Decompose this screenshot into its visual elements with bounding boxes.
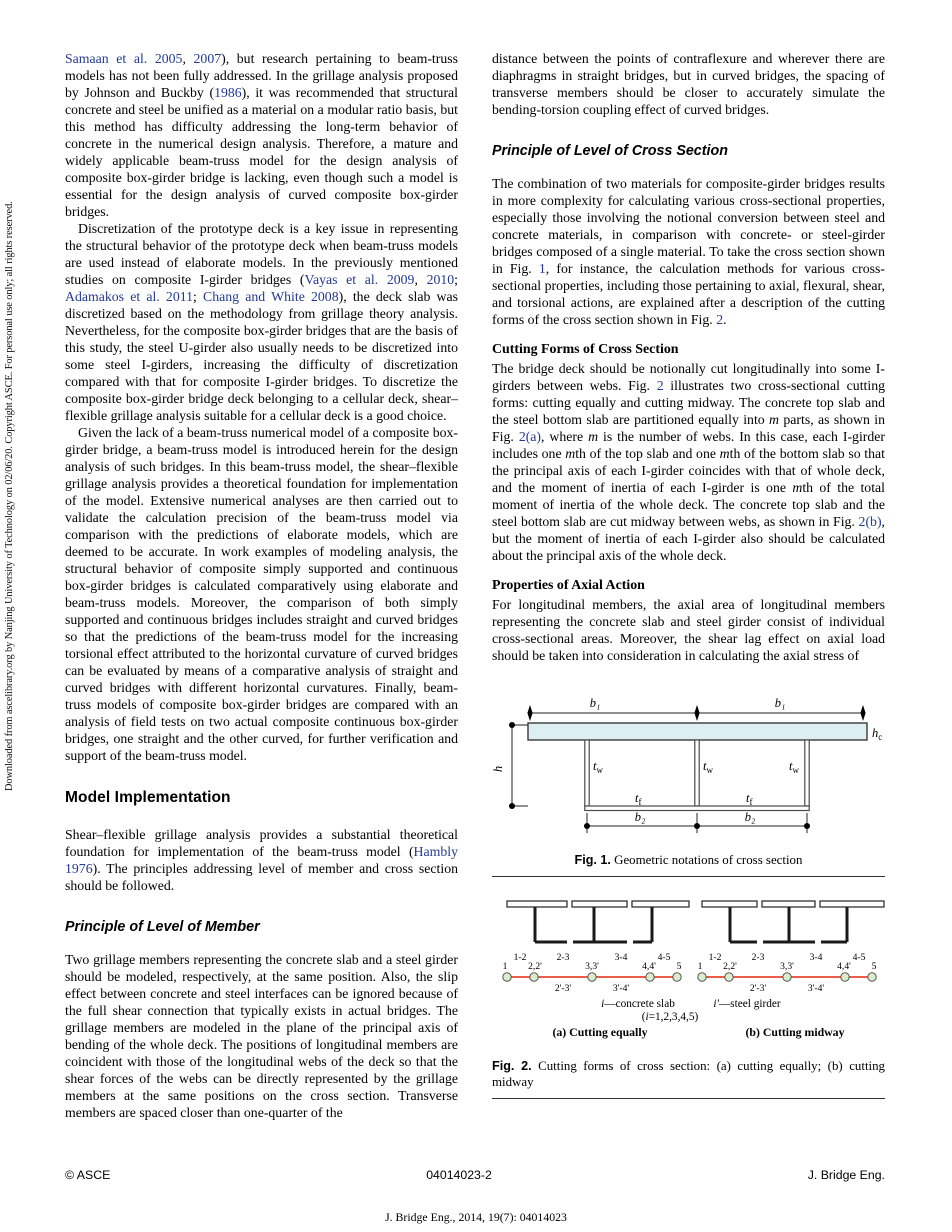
figure-2 bbox=[492, 889, 885, 1099]
figure-1 bbox=[492, 673, 885, 877]
fig1-concrete-top-slab bbox=[528, 723, 867, 740]
svg-text:2-3: 2-3 bbox=[751, 951, 765, 963]
svg-text:5: 5 bbox=[676, 960, 682, 972]
fig2-rule bbox=[492, 1098, 885, 1099]
citation-link[interactable]: Hambly 1976 bbox=[65, 844, 458, 876]
svg-text:1-2: 1-2 bbox=[708, 951, 722, 963]
svg-text:(i=1,2,3,4,5): (i=1,2,3,4,5) bbox=[641, 1010, 699, 1023]
paragraph: Two grillage members representing the concrete slab and a steel girder should be modeled, respectively, at the same position. Also, the slip effect between concrete and steel interfaces can be ignored because of the full shear connection that typically exists in actual bridges. The grillage members are modeled in the plane of the principal axis of bending of the whole deck. The positions of longitudinal members are coincident with those of the longitudinal webs of the deck so that the shear forces of the webs can be directly represented by the grillage members at the same positions on the cross section. Transverse members are spaced closer than one-quarter of the bbox=[65, 952, 458, 1120]
svg-text:3'-4': 3'-4' bbox=[612, 982, 630, 994]
svg-text:2'-3': 2'-3' bbox=[554, 982, 572, 994]
fig1-caption-text: Geometric notations of cross section bbox=[610, 853, 803, 867]
svg-text:i—concrete slab: i—concrete slab bbox=[601, 997, 675, 1010]
fig1-label-tw-1: $t_w$ bbox=[593, 759, 603, 775]
paragraph: Discretization of the prototype deck is a key issue in representing the structural behavior of the prototype deck when beam-truss models are used instead of elaborate models. In the previously mentioned studies on composite I-girder bridges (Vayas et al. 2009, 2010; Adamakos et al. 2011; Chang and White 2008), the deck slab was discretized based on the methodology from grillage theory analysis. Nevertheless, for the composite box-girder bridges that are the basis of this study, the steel U-girder also usually needs to be discretized into some steel I-girders, increasing the difficulty of discretization compared with that for composite I-girder bridges. To discretize the composite box-girder bridge deck belonging to a cellular deck, shear–flexible grillage analysis suitable for a cellular deck is a good choice. bbox=[65, 221, 458, 423]
citation-link[interactable]: 1986 bbox=[214, 85, 242, 100]
fig1-label-hc: $h_c$ bbox=[872, 726, 883, 742]
svg-text:4,4': 4,4' bbox=[837, 960, 851, 972]
citation-link[interactable]: Samaan et al. 2005 bbox=[65, 51, 183, 66]
footer-page-number: 04014023-2 bbox=[426, 1168, 492, 1182]
fig2a-sketch bbox=[507, 901, 689, 942]
svg-text:3-4: 3-4 bbox=[614, 951, 628, 963]
left-column bbox=[65, 50, 458, 1121]
right-column bbox=[492, 50, 885, 1121]
citation-link[interactable]: 2007 bbox=[193, 51, 222, 66]
subsubsection-heading-cutting-forms: Cutting Forms of Cross Section bbox=[492, 342, 679, 357]
two-column-text bbox=[65, 50, 885, 1121]
subsection-heading-level-of-member: Principle of Level of Member bbox=[65, 919, 260, 935]
fig1-label-b2-left: b₂ bbox=[634, 810, 646, 824]
fig2-caption bbox=[492, 1058, 885, 1091]
svg-text:i'—steel girder: i'—steel girder bbox=[713, 997, 781, 1010]
footer-journal: J. Bridge Eng. bbox=[807, 1168, 885, 1182]
paragraph: Given the lack of a beam-truss numerical model of a composite box-girder bridge, a beam-truss model is introduced herein for the design analysis of such bridges. In this beam-truss model, the shear–flexible grillage analysis provides a theoretical foundation for implementation of the model. Extensive numerical analyses are then carried out to validate the calculation precision of the beam-truss model via comparison with the predictions of elaborate models, which are deemed to be accurate. In work examples of modeling analysis, the structural behavior of composite simply supported and continuous box-girder bridges is calculated comparatively using elaborate and beam-truss models. Moreover, the comparison of both simply supported and continuous bridges includes straight and curved bridges so that the predictions of the beam-truss model for the increasing torsional effect attributed to the horizontal curvature of curved bridges can be evaluated by means of a comparative analysis of straight and curved bridges with different horizontal curvatures. Finally, beam-truss models of composite box-girder bridges are compared with an analysis of field tests on two actual composite continuous box-girder bridges, one straight and the other curved, for further verification and support of the beam-truss model. bbox=[65, 425, 458, 763]
citation-link[interactable]: 2010 bbox=[426, 272, 455, 287]
subsubsection-heading-axial-action: Properties of Axial Action bbox=[492, 578, 645, 593]
fig2b-node-line bbox=[698, 952, 877, 994]
svg-text:3,3': 3,3' bbox=[585, 960, 599, 972]
paragraph: The bridge deck should be notionally cut longitudinally into some I-girders between webs. Fig. 2 illustrates two cross-sectional cutting forms: cutting equally and cutting midway. The concrete top slab and the steel bottom slab are partitioned equally into m parts, as shown in Fig. 2(a), where m is the number of webs. In this case, each I-girder includes one mth of the top slab and one mth of the bottom slab so that the principal axis of each I-girder coincides with that of whole deck, and the moment of inertia of each I-girder is one mth of the total moment of inertia of the whole deck. The concrete top slab and the steel bottom slab are cut midway between webs, as shown in Fig. 2(b), but the moment of inertia of each I-girder also should be calculated about the principal axis of the whole deck. bbox=[492, 361, 885, 563]
svg-text:1: 1 bbox=[697, 960, 703, 972]
fig1-rule bbox=[492, 876, 885, 877]
section-heading-model-implementation: Model Implementation bbox=[65, 789, 231, 806]
fig1-label-tw-3: $t_w$ bbox=[789, 759, 799, 775]
citation-link[interactable]: 2 bbox=[656, 378, 664, 393]
fig1-label-tw-2: $t_w$ bbox=[703, 759, 713, 775]
fig1-bottom-flange bbox=[585, 806, 809, 811]
fig2-caption-text: Cutting forms of cross section: (a) cutting equally; (b) cutting midway bbox=[492, 1058, 885, 1089]
fig1-webs bbox=[585, 740, 809, 806]
fig2-legend bbox=[601, 998, 781, 1023]
citation-link[interactable]: 2(a) bbox=[518, 429, 542, 444]
fig1-caption bbox=[492, 852, 885, 869]
svg-text:4-5: 4-5 bbox=[657, 951, 671, 963]
fig2b-sketch bbox=[702, 901, 884, 942]
page-footer bbox=[65, 1168, 885, 1182]
citation-line: J. Bridge Eng., 2014, 19(7): 04014023 bbox=[385, 1210, 567, 1224]
fig1-height-dimension bbox=[492, 722, 528, 809]
citation-link[interactable]: 1 bbox=[538, 261, 546, 276]
fig2a-node-line bbox=[503, 952, 682, 994]
svg-text:3'-4': 3'-4' bbox=[807, 982, 825, 994]
svg-text:2,2': 2,2' bbox=[723, 960, 737, 972]
sidebar-download-notice: Downloaded from ascelibrary.org by Nanjing University of Technology on 02/06/20. Copyright ASCE. For personal use only; all rights reserved. bbox=[4, 201, 15, 791]
fig2-caption-label: Fig. 2. bbox=[492, 1058, 532, 1073]
fig1-top-dimension bbox=[527, 696, 865, 721]
subsection-heading-level-of-cross-section: Principle of Level of Cross Section bbox=[492, 143, 728, 159]
paragraph: distance between the points of contraflexure and wherever there are diaphragms in straight bridges, but in curved bridges, the spacing of transverse members should be closer to accurately simulate the bending-torsion coupling effect of curved bridges. bbox=[492, 51, 885, 117]
svg-text:1-2: 1-2 bbox=[513, 951, 527, 963]
fig1-label-h: h bbox=[492, 765, 505, 773]
paragraph: The combination of two materials for composite-girder bridges results in more complexity for calculating various cross-sectional properties, especially those involving the notional conversion between steel and concrete materials, in comparison with concrete- or steel-girder bridges composed of a single material. To take the cross section shown in Fig. 1, for instance, the calculation methods for various cross-sectional properties, including those pertaining to axial, flexural, shear, and torsional actions, are explained after a description of the cutting forms of the cross section shown in Fig. 2. bbox=[492, 176, 885, 327]
fig1-bottom-dimension bbox=[584, 810, 810, 833]
citation-link[interactable]: Adamakos et al. 2011 bbox=[65, 289, 194, 304]
paragraph: Shear–flexible grillage analysis provides a substantial theoretical foundation for implementation of the beam-truss model (Hambly 1976). The principles addressing level of member and cross section should be followed. bbox=[65, 827, 458, 893]
fig1-label-b1-left: b₁ bbox=[589, 696, 601, 710]
fig1-label-b2-right: b₂ bbox=[744, 810, 756, 824]
fig1-caption-label: Fig. 1. bbox=[574, 853, 611, 867]
citation-link[interactable]: 2(b) bbox=[858, 514, 882, 529]
svg-text:2-3: 2-3 bbox=[556, 951, 570, 963]
fig1-cross-section-drawing bbox=[492, 673, 886, 845]
fig1-label-tf-2: $t_f$ bbox=[746, 791, 753, 807]
citation-link[interactable]: 2 bbox=[716, 312, 724, 327]
svg-text:2,2': 2,2' bbox=[528, 960, 542, 972]
fig1-label-b1-right: b₁ bbox=[774, 696, 786, 710]
svg-text:3-4: 3-4 bbox=[809, 951, 823, 963]
fig2b-subcaption: (b) Cutting midway bbox=[745, 1024, 845, 1039]
svg-text:1: 1 bbox=[502, 960, 508, 972]
svg-text:4-5: 4-5 bbox=[852, 951, 866, 963]
svg-text:4,4': 4,4' bbox=[642, 960, 656, 972]
paragraph: For longitudinal members, the axial area of longitudinal members representing the concrete slab and steel girder consist of individual cross-sectional areas. Moreover, the shear lag effect on axial load should be taken into consideration in calculating the axial stress of bbox=[492, 597, 885, 663]
fig2-cutting-forms-drawing bbox=[492, 889, 886, 1039]
svg-text:2'-3': 2'-3' bbox=[749, 982, 767, 994]
svg-text:5: 5 bbox=[871, 960, 877, 972]
citation-link[interactable]: Chang and White 2008 bbox=[203, 289, 339, 304]
citation-link[interactable]: Vayas et al. 2009 bbox=[304, 272, 415, 287]
svg-text:3,3': 3,3' bbox=[780, 960, 794, 972]
fig2a-subcaption: (a) Cutting equally bbox=[552, 1024, 648, 1039]
paragraph: Samaan et al. 2005, 2007), but research pertaining to beam-truss models has not been fully addressed. In the grillage analysis proposed by Johnson and Buckby (1986), it was recommended that structural concrete and steel be unified as a material on a modular ratio basis, but this method has difficulty addressing the long-term behavior of concrete in the numerical design analysis. Therefore, a mature and widely applicable beam-truss model for the design analysis of composite box-girder bridge is lacking, even though such a model is essential for the design analysis of curved composite box-girder bridges. bbox=[65, 51, 458, 219]
footer-copyright: © ASCE bbox=[65, 1168, 111, 1182]
fig1-label-tf-1: $t_f$ bbox=[635, 791, 642, 807]
